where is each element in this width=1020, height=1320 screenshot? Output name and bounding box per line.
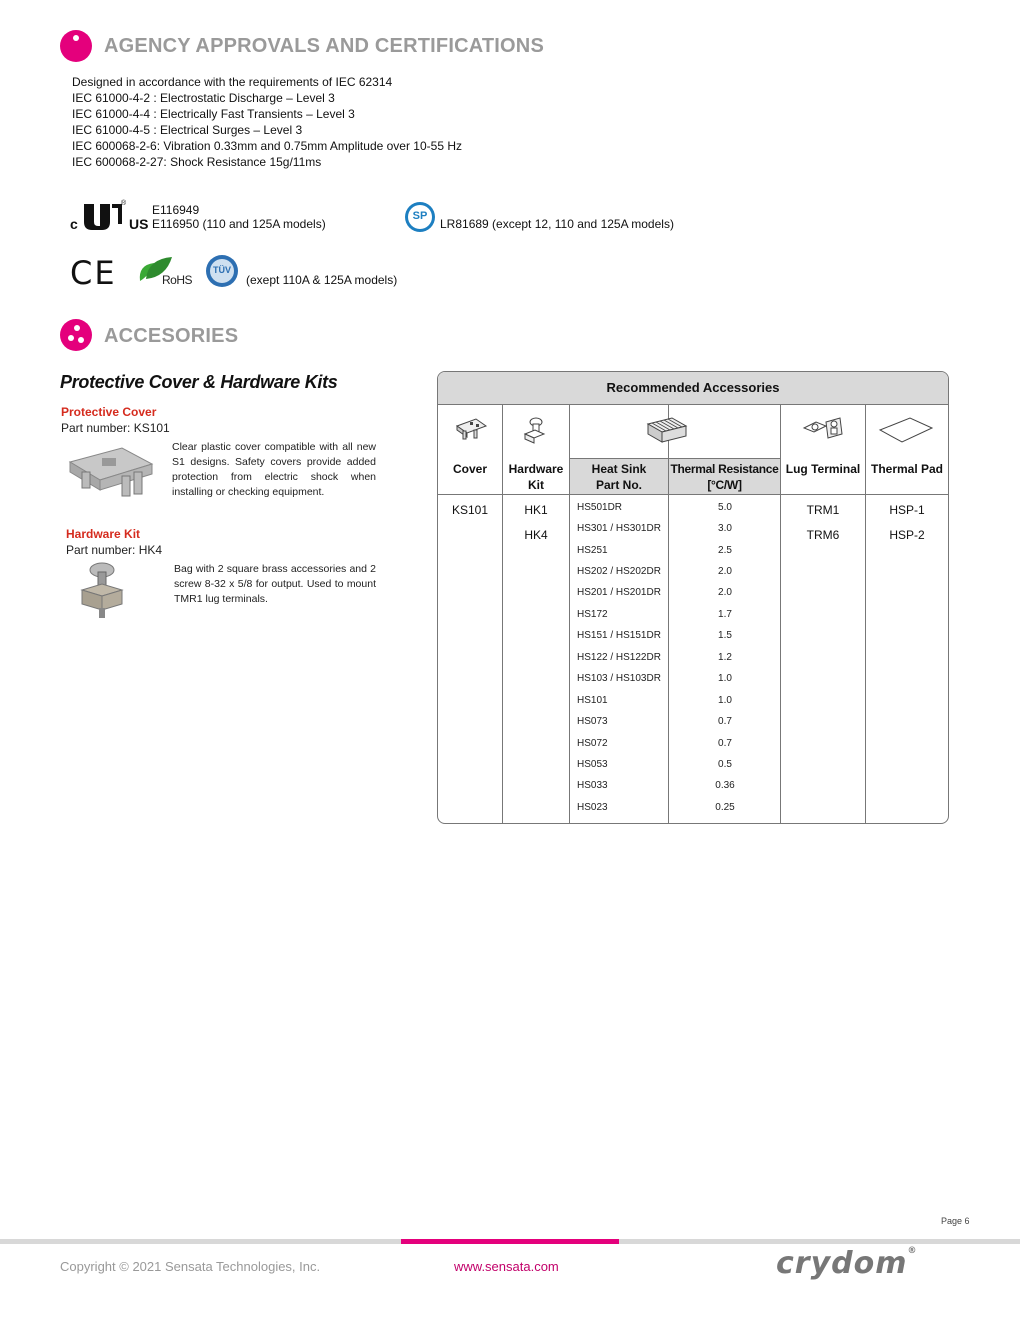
header-thermal-line2: [°C/W] (707, 478, 742, 492)
accessories-icon (60, 319, 92, 351)
cover-value: KS101 (451, 503, 489, 517)
thermal-resistance-value: 2.0 (718, 566, 732, 577)
header-thermal-pad: Thermal Pad (870, 462, 944, 476)
hardware-value: HK4 (524, 528, 548, 542)
accessories-section-title: ACCESORIES (104, 325, 239, 347)
hardware-kit-icon (522, 416, 546, 446)
protective-cover-heading: Protective Cover (61, 405, 157, 419)
heat-sink-part: HS201 / HS201DR (577, 587, 661, 598)
ce-logo: CE (70, 254, 117, 292)
crydom-logo (776, 1246, 917, 1281)
thermal-resistance-value: 1.7 (718, 609, 732, 620)
header-heat-sink-line2: Part No. (595, 478, 642, 492)
ul-logo: c US ® (70, 200, 149, 232)
rohs-logo-text: RoHS (162, 273, 193, 287)
heat-sink-part: HS103 / HS103DR (577, 673, 661, 684)
heat-sink-part: HS073 (577, 716, 608, 727)
heat-sink-part: HS101 (577, 695, 608, 706)
section-bullet-icon (60, 30, 92, 62)
thermal-resistance-value: 5.0 (718, 502, 732, 513)
ul-c-mark: c (70, 216, 78, 232)
lug-value: TRM1 (806, 503, 840, 517)
hardware-kit-image (74, 560, 130, 622)
header-hardware (503, 461, 569, 493)
thermal-pad-icon (878, 416, 934, 444)
thermal-resistance-value: 0.7 (718, 738, 732, 749)
standard-line: IEC 61000-4-2 : Electrostatic Discharge – Level 3 (72, 91, 335, 105)
header-lug-terminal: Lug Terminal (785, 462, 861, 476)
header-heat-sink-line1: Heat Sink (591, 462, 647, 476)
header-thermal-resistance (669, 461, 780, 493)
heat-sink-part: HS023 (577, 802, 608, 813)
tuv-logo (206, 255, 238, 287)
agency-section-title: AGENCY APPROVALS AND CERTIFICATIONS (104, 35, 544, 57)
lug-terminal-icon (802, 414, 846, 444)
heat-sink-part: HS251 (577, 545, 608, 556)
thermal-resistance-value: 3.0 (718, 523, 732, 534)
table-title: Recommended Accessories (438, 372, 948, 405)
crydom-reg-mark: ® (907, 1246, 918, 1256)
heat-sink-part: HS122 / HS122DR (577, 652, 661, 663)
hardware-value: HK1 (524, 503, 548, 517)
lug-value: TRM6 (806, 528, 840, 542)
thermal-resistance-value: 2.5 (718, 545, 732, 556)
cover-icon (454, 416, 488, 442)
protective-cover-image (62, 440, 158, 502)
standards-list (72, 74, 672, 170)
kits-heading: Protective Cover & Hardware Kits (60, 372, 338, 392)
tuv-text: (exept 110A & 125A models) (246, 273, 398, 287)
thermal-resistance-value: 0.36 (715, 780, 735, 791)
pad-value: HSP-1 (889, 503, 925, 517)
page-number: Page 6 (941, 1216, 970, 1226)
hardware-kit-description: Bag with 2 square brass accessories and 2 screw 8-32 x 5/8 for output. Used to mount TMR1 lug terminals. (174, 563, 376, 605)
protective-cover-description: Clear plastic cover compatible with all new S1 designs. Safety covers provide added protection from electric shock when installing or checking equipment. (172, 441, 376, 498)
heat-sink-part: HS501DR (577, 502, 623, 513)
hardware-kit-heading: Hardware Kit (66, 527, 141, 541)
heat-sink-icon (644, 414, 690, 446)
hardware-kit-part-number: Part number: HK4 (66, 543, 163, 557)
crydom-logo-text: crydom (776, 1246, 908, 1281)
thermal-resistance-value: 2.0 (718, 587, 732, 598)
heat-sink-part: HS301 / HS301DR (577, 523, 661, 534)
tuv-logo-text: TÜV (213, 265, 231, 275)
thermal-resistance-value: 0.7 (718, 716, 732, 727)
thermal-resistance-value: 0.5 (718, 759, 732, 770)
pad-value: HSP-2 (889, 528, 925, 542)
ul-us-mark: US (129, 216, 149, 232)
thermal-resistance-value: 1.5 (718, 630, 732, 641)
heat-sink-part: HS072 (577, 738, 608, 749)
thermal-resistance-value: 1.0 (718, 673, 732, 684)
heat-sink-part: HS202 / HS202DR (577, 566, 661, 577)
heat-sink-part: HS151 / HS151DR (577, 630, 661, 641)
header-cover: Cover (452, 462, 487, 476)
rohs-logo (136, 255, 192, 289)
csa-logo (405, 202, 435, 232)
standard-line: IEC 61000-4-5 : Electrical Surges – Level 3 (72, 123, 303, 137)
header-hardware-line1: Hardware (508, 462, 564, 476)
csa-logo-text: SP (412, 210, 428, 222)
standard-line: Designed in accordance with the requirements of IEC 62314 (72, 75, 393, 89)
ul-file-number-2: E116950 (110 and 125A models) (152, 217, 326, 231)
standard-line: IEC 600068-2-6: Vibration 0.33mm and 0.75mm Amplitude over 10-55 Hz (72, 139, 462, 153)
standard-line: IEC 600068-2-27: Shock Resistance 15g/11ms (72, 155, 322, 169)
thermal-resistance-value: 0.25 (715, 802, 735, 813)
ul-file-number: E116949 (152, 203, 200, 217)
csa-text: LR81689 (except 12, 110 and 125A models) (440, 217, 674, 231)
recommended-accessories-table (437, 371, 949, 824)
heat-sink-part: HS053 (577, 759, 608, 770)
heat-sink-part: HS033 (577, 780, 608, 791)
footer-accent-bar (401, 1239, 619, 1244)
protective-cover-part-number: Part number: KS101 (61, 421, 170, 435)
header-heat-sink (570, 461, 668, 493)
thermal-resistance-value: 1.2 (718, 652, 732, 663)
thermal-resistance-value: 1.0 (718, 695, 732, 706)
website-link[interactable]: www.sensata.com (454, 1259, 559, 1274)
header-hardware-line2: Kit (528, 478, 544, 492)
heat-sink-part: HS172 (577, 609, 608, 620)
ul-mark-icon (80, 202, 124, 232)
header-thermal-line1: Thermal Resistance (670, 462, 779, 476)
copyright-text: Copyright © 2021 Sensata Technologies, Inc. (60, 1259, 321, 1274)
standard-line: IEC 61000-4-4 : Electrically Fast Transients – Level 3 (72, 107, 355, 121)
